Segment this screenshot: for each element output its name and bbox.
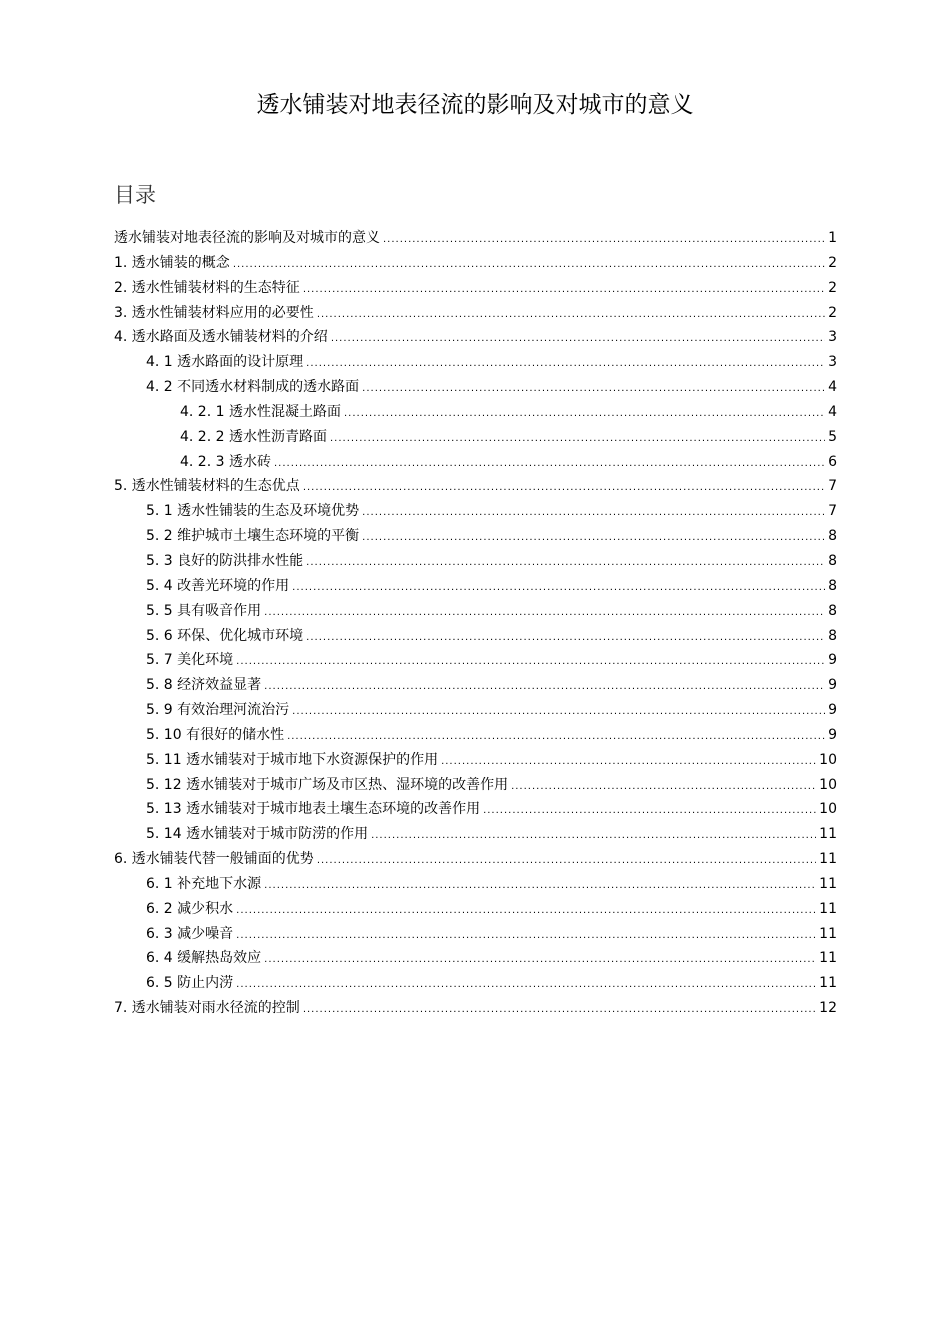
toc-entry[interactable] — [114, 229, 837, 254]
toc-entry[interactable] — [114, 577, 837, 602]
toc-entry-page-number: 8 — [828, 552, 837, 569]
toc-entry[interactable] — [114, 453, 837, 478]
toc-entry-label: 5. 8 经济效益显著 — [146, 677, 262, 694]
toc-entry[interactable] — [114, 701, 837, 726]
toc-entry[interactable] — [114, 627, 837, 652]
toc-entry-label: 4. 1 透水路面的设计原理 — [146, 354, 304, 371]
toc-entry[interactable] — [114, 875, 837, 900]
toc-entry-page-number: 9 — [828, 677, 837, 694]
toc-entry[interactable] — [114, 900, 837, 925]
toc-dot-leader — [330, 430, 825, 448]
toc-entry-page-number: 11 — [819, 826, 837, 843]
toc-entry-page-number: 4 — [828, 379, 837, 396]
toc-entry-page-number: 9 — [828, 652, 837, 669]
toc-dot-leader — [306, 629, 825, 647]
toc-entry-page-number: 8 — [828, 627, 837, 644]
toc-entry[interactable] — [114, 825, 837, 850]
toc-dot-leader — [303, 479, 825, 497]
toc-entry-page-number: 10 — [819, 751, 837, 768]
toc-entry-page-number: 12 — [819, 1000, 837, 1017]
toc-entry[interactable] — [114, 999, 837, 1024]
toc-entry-page-number: 8 — [828, 528, 837, 545]
toc-entry-page-number: 7 — [828, 478, 837, 495]
toc-entry-page-number: 3 — [828, 354, 837, 371]
toc-dot-leader — [292, 703, 825, 721]
toc-entry[interactable] — [114, 328, 837, 353]
toc-entry-label: 5. 10 有很好的储水性 — [146, 726, 285, 743]
toc-entry-page-number: 10 — [819, 801, 837, 818]
toc-entry-label: 4. 透水路面及透水铺装材料的介绍 — [114, 329, 328, 346]
toc-dot-leader — [306, 554, 825, 572]
toc-entry[interactable] — [114, 974, 837, 999]
toc-entry-page-number: 4 — [828, 403, 837, 420]
toc-dot-leader — [264, 678, 825, 696]
toc-entry-page-number: 6 — [828, 453, 837, 470]
toc-entry[interactable] — [114, 800, 837, 825]
toc-dot-leader — [236, 927, 816, 945]
toc-entry[interactable] — [114, 527, 837, 552]
toc-entry-page-number: 10 — [819, 776, 837, 793]
toc-dot-leader — [264, 951, 816, 969]
toc-entry-label: 4. 2. 1 透水性混凝土路面 — [180, 403, 341, 420]
toc-entry-label: 6. 3 减少噪音 — [146, 925, 234, 942]
toc-dot-leader — [287, 728, 825, 746]
toc-dot-leader — [317, 852, 816, 870]
toc-entry[interactable] — [114, 403, 837, 428]
toc-dot-leader — [264, 877, 816, 895]
toc-entry-label: 5. 6 环保、优化城市环境 — [146, 627, 304, 644]
toc-dot-leader — [233, 256, 825, 274]
toc-entry-label: 6. 透水铺装代替一般铺面的优势 — [114, 851, 314, 868]
toc-entry-label: 5. 透水性铺装材料的生态优点 — [114, 478, 300, 495]
toc-entry-page-number: 7 — [828, 503, 837, 520]
toc-entry-page-number: 3 — [828, 329, 837, 346]
toc-dot-leader — [383, 231, 825, 249]
toc-dot-leader — [236, 653, 825, 671]
toc-entry-page-number: 8 — [828, 577, 837, 594]
toc-dot-leader — [371, 827, 816, 845]
toc-entry[interactable] — [114, 776, 837, 801]
toc-entry[interactable] — [114, 477, 837, 502]
toc-entry[interactable] — [114, 850, 837, 875]
toc-entry-label: 5. 3 良好的防洪排水性能 — [146, 552, 304, 569]
toc-entry-label: 4. 2 不同透水材料制成的透水路面 — [146, 379, 360, 396]
toc-entry-page-number: 11 — [819, 875, 837, 892]
toc-dot-leader — [362, 529, 825, 547]
toc-entry[interactable] — [114, 751, 837, 776]
toc-entry-page-number: 8 — [828, 602, 837, 619]
toc-heading: 目录 — [114, 183, 156, 207]
toc-dot-leader — [331, 330, 825, 348]
toc-entry-label: 5. 4 改善光环境的作用 — [146, 577, 290, 594]
toc-dot-leader — [362, 504, 825, 522]
toc-entry[interactable] — [114, 676, 837, 701]
toc-entry-label: 5. 13 透水铺装对于城市地表土壤生态环境的改善作用 — [146, 801, 481, 818]
toc-entry-label: 透水铺装对地表径流的影响及对城市的意义 — [114, 230, 380, 246]
toc-entry-label: 6. 4 缓解热岛效应 — [146, 950, 262, 967]
toc-entry-page-number: 2 — [828, 279, 837, 296]
table-of-contents — [114, 229, 837, 1024]
toc-entry-label: 2. 透水性铺装材料的生态特征 — [114, 279, 300, 296]
toc-dot-leader — [292, 579, 825, 597]
toc-entry[interactable] — [114, 602, 837, 627]
toc-dot-leader — [344, 405, 825, 423]
toc-entry-label: 1. 透水铺装的概念 — [114, 254, 230, 271]
toc-entry-label: 6. 5 防止内涝 — [146, 975, 234, 992]
toc-dot-leader — [236, 976, 816, 994]
toc-entry[interactable] — [114, 353, 837, 378]
toc-entry[interactable] — [114, 378, 837, 403]
toc-entry-label: 5. 7 美化环境 — [146, 652, 234, 669]
toc-entry-label: 6. 2 减少积水 — [146, 900, 234, 917]
toc-entry-label: 4. 2. 2 透水性沥青路面 — [180, 428, 327, 445]
toc-dot-leader — [317, 306, 825, 324]
toc-entry-page-number: 11 — [819, 851, 837, 868]
toc-entry-label: 5. 12 透水铺装对于城市广场及市区热、湿环境的改善作用 — [146, 776, 509, 793]
toc-dot-leader — [362, 380, 825, 398]
toc-entry-label: 5. 11 透水铺装对于城市地下水资源保护的作用 — [146, 751, 439, 768]
toc-entry-label: 5. 2 维护城市土壤生态环境的平衡 — [146, 528, 360, 545]
toc-entry-label: 6. 1 补充地下水源 — [146, 875, 262, 892]
toc-entry-label: 5. 9 有效治理河流治污 — [146, 702, 290, 719]
toc-dot-leader — [303, 1001, 816, 1019]
toc-dot-leader — [441, 753, 816, 771]
toc-entry-label: 5. 1 透水性铺装的生态及环境优势 — [146, 503, 360, 520]
toc-entry-page-number: 11 — [819, 925, 837, 942]
toc-dot-leader — [303, 281, 825, 299]
toc-entry[interactable] — [114, 428, 837, 453]
toc-entry[interactable] — [114, 279, 837, 304]
toc-entry[interactable] — [114, 651, 837, 676]
toc-entry[interactable] — [114, 925, 837, 950]
toc-dot-leader — [483, 802, 816, 820]
toc-entry-page-number: 11 — [819, 950, 837, 967]
toc-entry-label: 4. 2. 3 透水砖 — [180, 453, 271, 470]
toc-entry[interactable] — [114, 949, 837, 974]
toc-entry-label: 5. 14 透水铺装对于城市防涝的作用 — [146, 826, 369, 843]
toc-entry-page-number: 5 — [828, 428, 837, 445]
toc-dot-leader — [511, 778, 816, 796]
toc-entry[interactable] — [114, 502, 837, 527]
toc-entry-label: 3. 透水性铺装材料应用的必要性 — [114, 304, 314, 321]
toc-entry-page-number: 11 — [819, 900, 837, 917]
toc-entry-page-number: 2 — [828, 254, 837, 271]
toc-entry[interactable] — [114, 254, 837, 279]
toc-entry-label: 7. 透水铺装对雨水径流的控制 — [114, 1000, 300, 1017]
toc-dot-leader — [274, 455, 825, 473]
toc-entry-page-number: 9 — [828, 702, 837, 719]
toc-entry-label: 5. 5 具有吸音作用 — [146, 602, 262, 619]
toc-entry[interactable] — [114, 304, 837, 329]
toc-entry-page-number: 1 — [828, 230, 837, 246]
toc-entry[interactable] — [114, 726, 837, 751]
toc-entry-page-number: 9 — [828, 726, 837, 743]
toc-dot-leader — [236, 902, 816, 920]
toc-entry-page-number: 11 — [819, 975, 837, 992]
toc-entry-page-number: 2 — [828, 304, 837, 321]
toc-entry[interactable] — [114, 552, 837, 577]
document-title: 透水铺装对地表径流的影响及对城市的意义 — [256, 92, 694, 118]
toc-dot-leader — [306, 355, 825, 373]
toc-dot-leader — [264, 604, 825, 622]
